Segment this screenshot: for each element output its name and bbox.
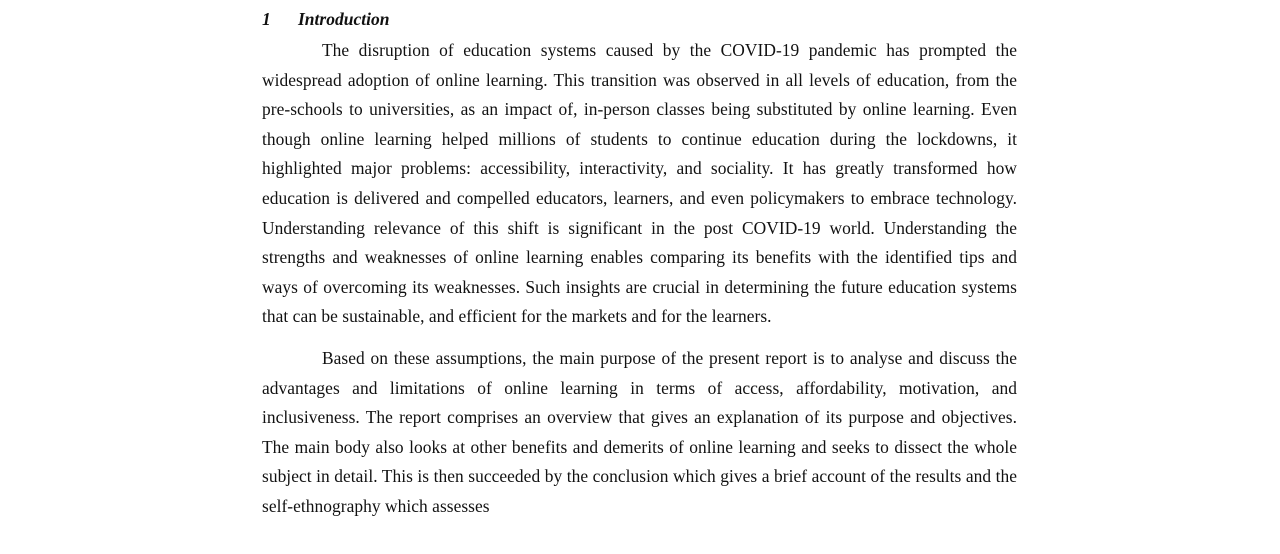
- section-title: Introduction: [298, 9, 390, 29]
- section-number: 1: [262, 9, 271, 29]
- document-page: [262, 6, 1017, 522]
- section-heading: [262, 6, 1017, 32]
- paragraph-2: Based on these assumptions, the main purpose of the present report is to analyse and discuss the advantages and limitations of online learning in terms of access, affordability, motivation, and inclusiveness. The report comprises an overview that gives an explanation of its purpose and objectives. The main body also looks at other benefits and demerits of online learning and seeks to dissect the whole subject in detail. This is then succeeded by the conclusion which gives a brief account of the results and the self-ethnography which assesses: [262, 347, 1017, 516]
- paragraph-1: The disruption of education systems caused by the COVID-19 pandemic has prompted the widespread adoption of online learning. This transition was observed in all levels of education, from the pre-schools to universities, as an impact of, in-person classes being substituted by online learning. Even though online learning helped millions of students to continue education during the lockdowns, it highlighted major problems: accessibility, interactivity, and sociality. It has greatly transformed how education is delivered and compelled educators, learners, and even policymakers to embrace technology. Understanding relevance of this shift is significant in the post COVID-19 world. Understanding the strengths and weaknesses of online learning enables comparing its benefits with the identified tips and ways of overcoming its weaknesses. Such insights are crucial in determining the future education systems that can be sustainable, and efficient for the markets and for the learners.: [262, 40, 1017, 327]
